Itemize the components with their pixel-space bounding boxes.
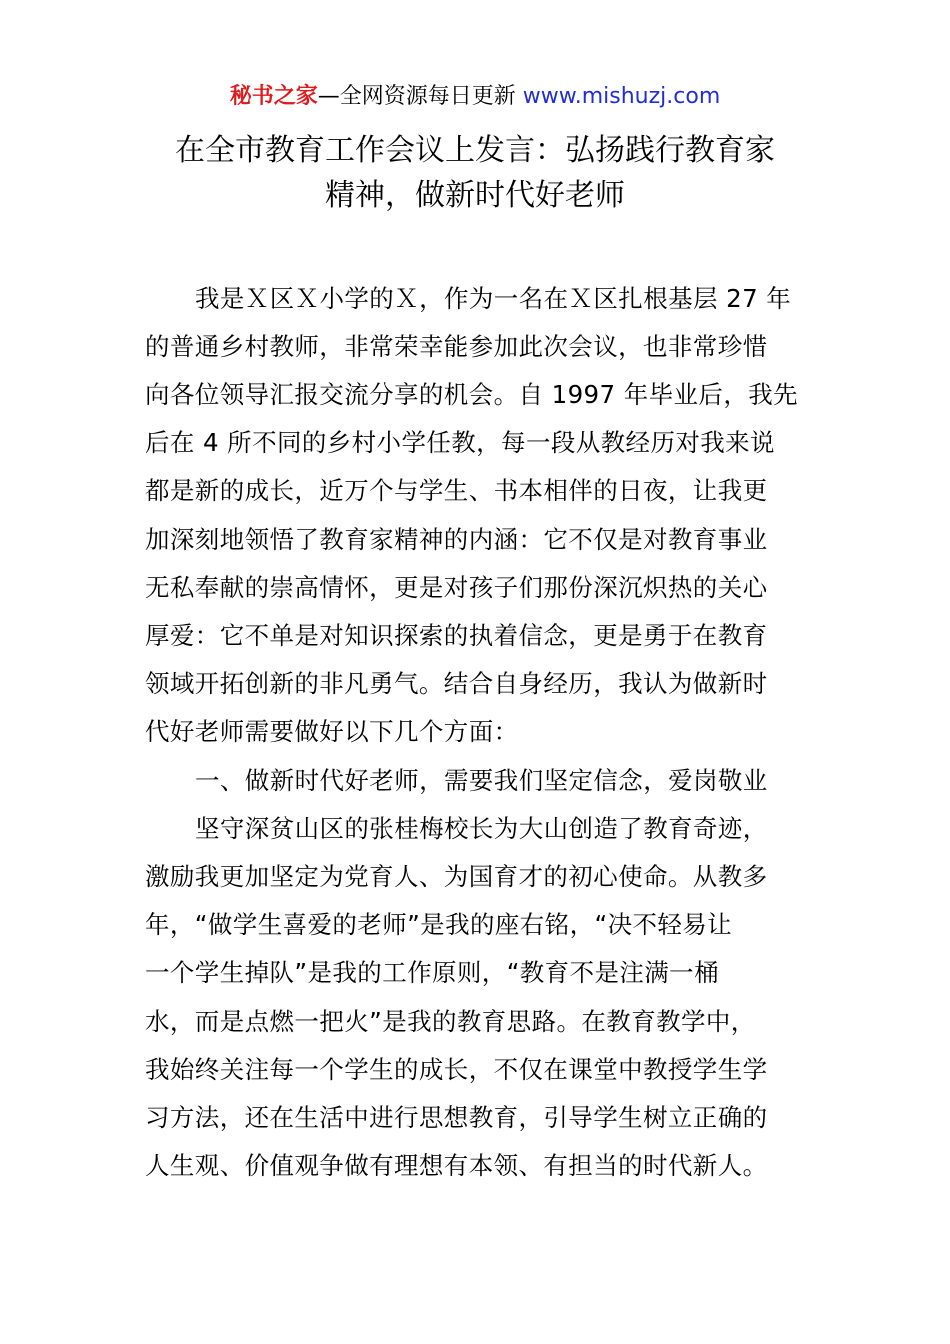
paragraph-1-line-3: 向各位领导汇报交流分享的机会。自 1997 年毕业后，我先 bbox=[145, 380, 799, 409]
paragraph-2-line-3: 年，“做学生喜爱的老师”是我的座右铭，“决不轻易让 bbox=[145, 910, 733, 939]
site-name: 秘书之家 bbox=[229, 84, 318, 109]
paragraph-2-line-7: 习方法，还在生活中进行思想教育，引导学生树立正确的 bbox=[145, 1103, 768, 1132]
site-url-link[interactable]: www.mishuzj.com bbox=[522, 84, 721, 109]
paragraph-1-line-6: 加深刻地领悟了教育家精神的内涵：它不仅是对教育事业 bbox=[145, 525, 768, 554]
paragraph-2-line-6: 我始终关注每一个学生的成长，不仅在课堂中教授学生学 bbox=[145, 1055, 768, 1084]
paragraph-1-line-4: 后在 4 所不同的乡村小学任教，每一段从教经历对我来说 bbox=[145, 428, 775, 457]
paragraph-1-line-10: 代好老师需要做好以下几个方面： bbox=[145, 717, 519, 746]
document-title bbox=[120, 128, 830, 218]
paragraph-2-line-4: 一个学生掉队”是我的工作原则，“教育不是注满一桶 bbox=[145, 958, 719, 987]
site-tagline: —全网资源每日更新 bbox=[317, 84, 523, 109]
paragraph-1-line-7: 无私奉献的崇高情怀，更是对孩子们那份深沉炽热的关心 bbox=[145, 573, 768, 602]
document-title-line-2: 精神，做新时代好老师 bbox=[325, 178, 625, 213]
paragraph-2-line-2: 激励我更加坚定为党育人、为国育才的初心使命。从教多 bbox=[145, 862, 768, 891]
paragraph-2-line-8: 人生观、价值观争做有理想有本领、有担当的时代新人。 bbox=[145, 1151, 768, 1180]
paragraph-2-line-1: 坚守深贫山区的张桂梅校长为大山创造了教育奇迹， bbox=[195, 814, 768, 843]
paragraph-1-line-5: 都是新的成长，近万个与学生、书本相伴的日夜，让我更 bbox=[145, 476, 768, 505]
document-title-line-1: 在全市教育工作会议上发言：弘扬践行教育家 bbox=[175, 133, 775, 168]
site-header bbox=[0, 82, 950, 112]
paragraph-1-line-2: 的普通乡村教师，非常荣幸能参加此次会议，也非常珍惜 bbox=[145, 332, 768, 361]
paragraph-1-line-1: 我是Ｘ区Ｘ小学的Ｘ，作为一名在Ｘ区扎根基层 27 年 bbox=[195, 284, 792, 313]
paragraph-1-line-8: 厚爱：它不单是对知识探索的执着信念，更是勇于在教育 bbox=[145, 621, 768, 650]
paragraph-2-line-5: 水，而是点燃一把火”是我的教育思路。在教育教学中， bbox=[145, 1007, 756, 1036]
section-heading-1: 一、做新时代好老师，需要我们坚定信念，爱岗敬业 bbox=[195, 766, 768, 795]
paragraph-1-line-9: 领域开拓创新的非凡勇气。结合自身经历，我认为做新时 bbox=[145, 669, 768, 698]
